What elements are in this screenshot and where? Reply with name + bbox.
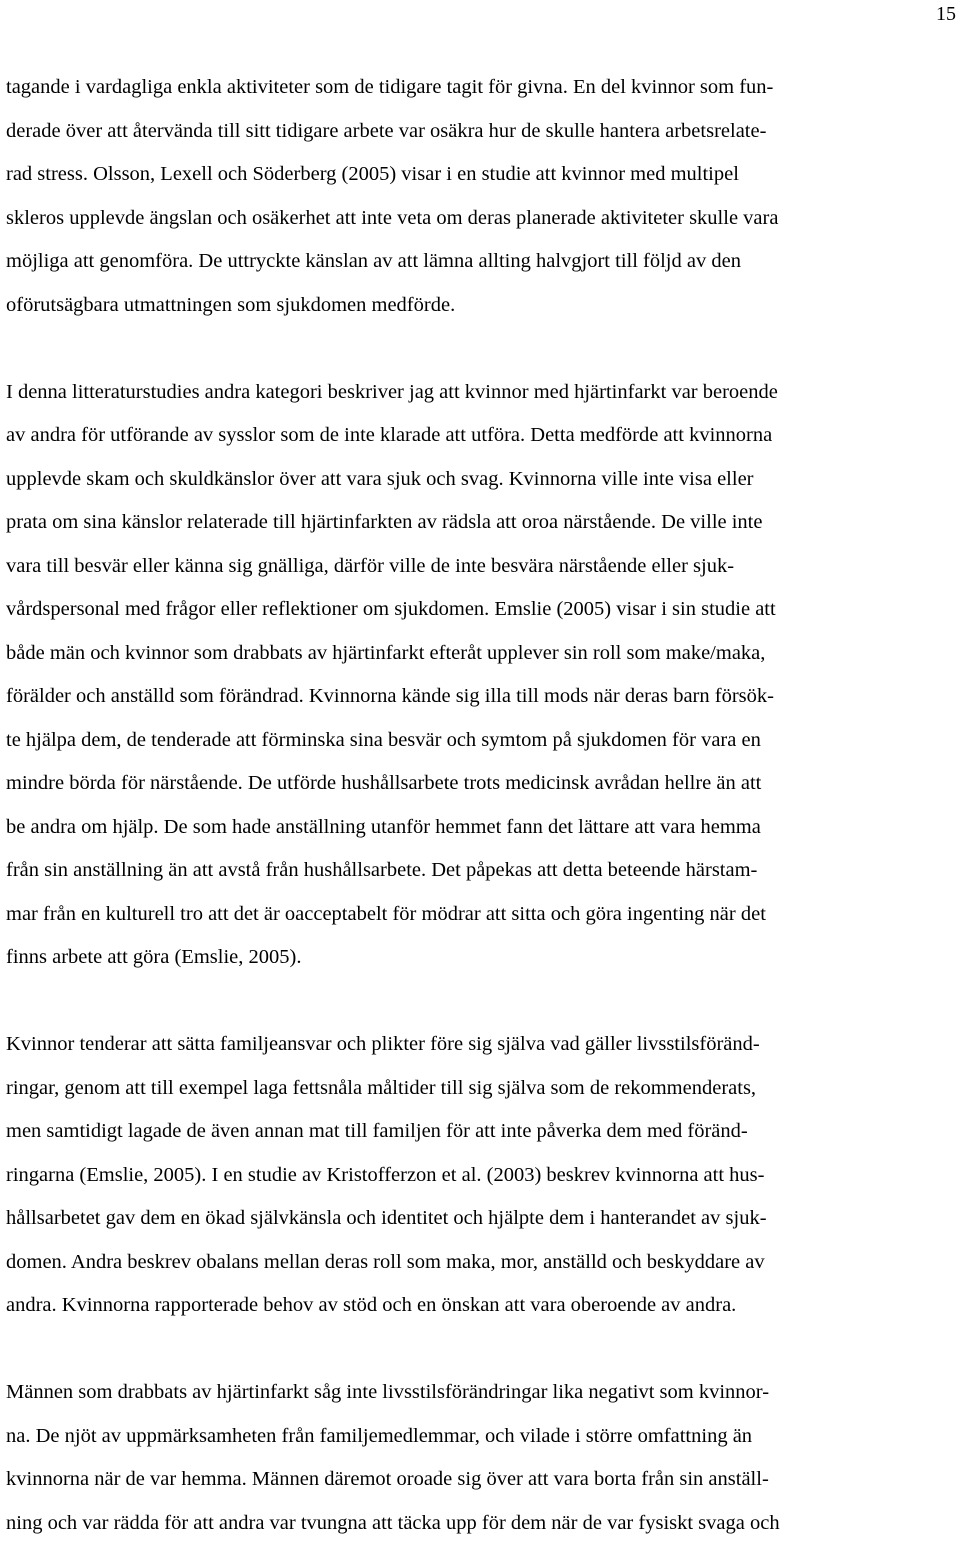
paragraph-line: prata om sina känslor relaterade till hjärtinfarkten av rädsla att oroa närstående. De ville inte	[6, 501, 958, 545]
page-body	[6, 66, 958, 1545]
paragraph-line: te hjälpa dem, de tenderade att förminska sina besvär och symtom på sjukdomen för vara en	[6, 719, 958, 763]
paragraph-line: derade över att återvända till sitt tidigare arbete var osäkra hur de skulle hantera arbetsrelate-	[6, 110, 958, 154]
paragraph-line: förälder och anställd som förändrad. Kvinnorna kände sig illa till mods när deras barn försök-	[6, 675, 958, 719]
paragraph-line: tagande i vardagliga enkla aktiviteter som de tidigare tagit för givna. En del kvinnor som fun-	[6, 66, 958, 110]
paragraph-line: men samtidigt lagade de även annan mat till familjen för att inte påverka dem med föränd-	[6, 1110, 958, 1154]
paragraph-line: Kvinnor tenderar att sätta familjeansvar och plikter före sig själva vad gäller livsstilsföränd-	[6, 1023, 958, 1067]
paragraph-line: mindre börda för närstående. De utförde hushållsarbete trots medicinsk avrådan hellre än att	[6, 762, 958, 806]
paragraph-line: kvinnorna när de var hemma. Männen däremot oroade sig över att vara borta från sin anställ-	[6, 1458, 958, 1502]
paragraph-1	[6, 66, 958, 327]
paragraph-spacer	[6, 327, 958, 371]
paragraph-line: av andra för utförande av sysslor som de inte klarade att utföra. Detta medförde att kvinnorna	[6, 414, 958, 458]
paragraph-line: vara till besvär eller känna sig gnälliga, därför ville de inte besvära närstående eller sjuk-	[6, 545, 958, 589]
paragraph-line: be andra om hjälp. De som hade anställning utanför hemmet fann det lättare att vara hemma	[6, 806, 958, 850]
paragraph-4	[6, 1371, 958, 1545]
paragraph-line: hållsarbetet gav dem en ökad självkänsla och identitet och hjälpte dem i hanterandet av sjuk-	[6, 1197, 958, 1241]
paragraph-line: både män och kvinnor som drabbats av hjärtinfarkt efteråt upplever sin roll som make/maka,	[6, 632, 958, 676]
paragraph-3	[6, 1023, 958, 1328]
paragraph-line: skleros upplevde ängslan och osäkerhet att inte veta om deras planerade aktiviteter skulle vara	[6, 197, 958, 241]
page-number: 15	[936, 2, 956, 26]
paragraph-line: Männen som drabbats av hjärtinfarkt såg inte livsstilsförändringar lika negativt som kvinnor-	[6, 1371, 958, 1415]
paragraph-line: domen. Andra beskrev obalans mellan deras roll som maka, mor, anställd och beskyddare av	[6, 1241, 958, 1285]
paragraph-line: möjliga att genomföra. De uttryckte känslan av att lämna allting halvgjort till följd av den	[6, 240, 958, 284]
paragraph-line: mar från en kulturell tro att det är oacceptabelt för mödrar att sitta och göra ingenting när det	[6, 893, 958, 937]
paragraph-line: vårdspersonal med frågor eller reflektioner om sjukdomen. Emslie (2005) visar i sin studie att	[6, 588, 958, 632]
paragraph-line: ringar, genom att till exempel laga fettsnåla måltider till sig själva som de rekommenderats,	[6, 1067, 958, 1111]
paragraph-line: na. De njöt av uppmärksamheten från familjemedlemmar, och vilade i större omfattning än	[6, 1415, 958, 1459]
paragraph-line: I denna litteraturstudies andra kategori beskriver jag att kvinnor med hjärtinfarkt var beroende	[6, 371, 958, 415]
paragraph-line: finns arbete att göra (Emslie, 2005).	[6, 936, 958, 980]
paragraph-spacer	[6, 980, 958, 1024]
paragraph-line: från sin anställning än att avstå från hushållsarbete. Det påpekas att detta beteende härstam-	[6, 849, 958, 893]
paragraph-line: rad stress. Olsson, Lexell och Söderberg (2005) visar i en studie att kvinnor med multipel	[6, 153, 958, 197]
paragraph-line: ning och var rädda för att andra var tvungna att täcka upp för dem när de var fysiskt svaga och	[6, 1502, 958, 1545]
paragraph-2	[6, 371, 958, 980]
paragraph-line: upplevde skam och skuldkänslor över att vara sjuk och svag. Kvinnorna ville inte visa eller	[6, 458, 958, 502]
paragraph-line: andra. Kvinnorna rapporterade behov av stöd och en önskan att vara oberoende av andra.	[6, 1284, 958, 1328]
paragraph-spacer	[6, 1328, 958, 1372]
paragraph-line: oförutsägbara utmattningen som sjukdomen medförde.	[6, 284, 958, 328]
paragraph-line: ringarna (Emslie, 2005). I en studie av Kristofferzon et al. (2003) beskrev kvinnorna att hus-	[6, 1154, 958, 1198]
